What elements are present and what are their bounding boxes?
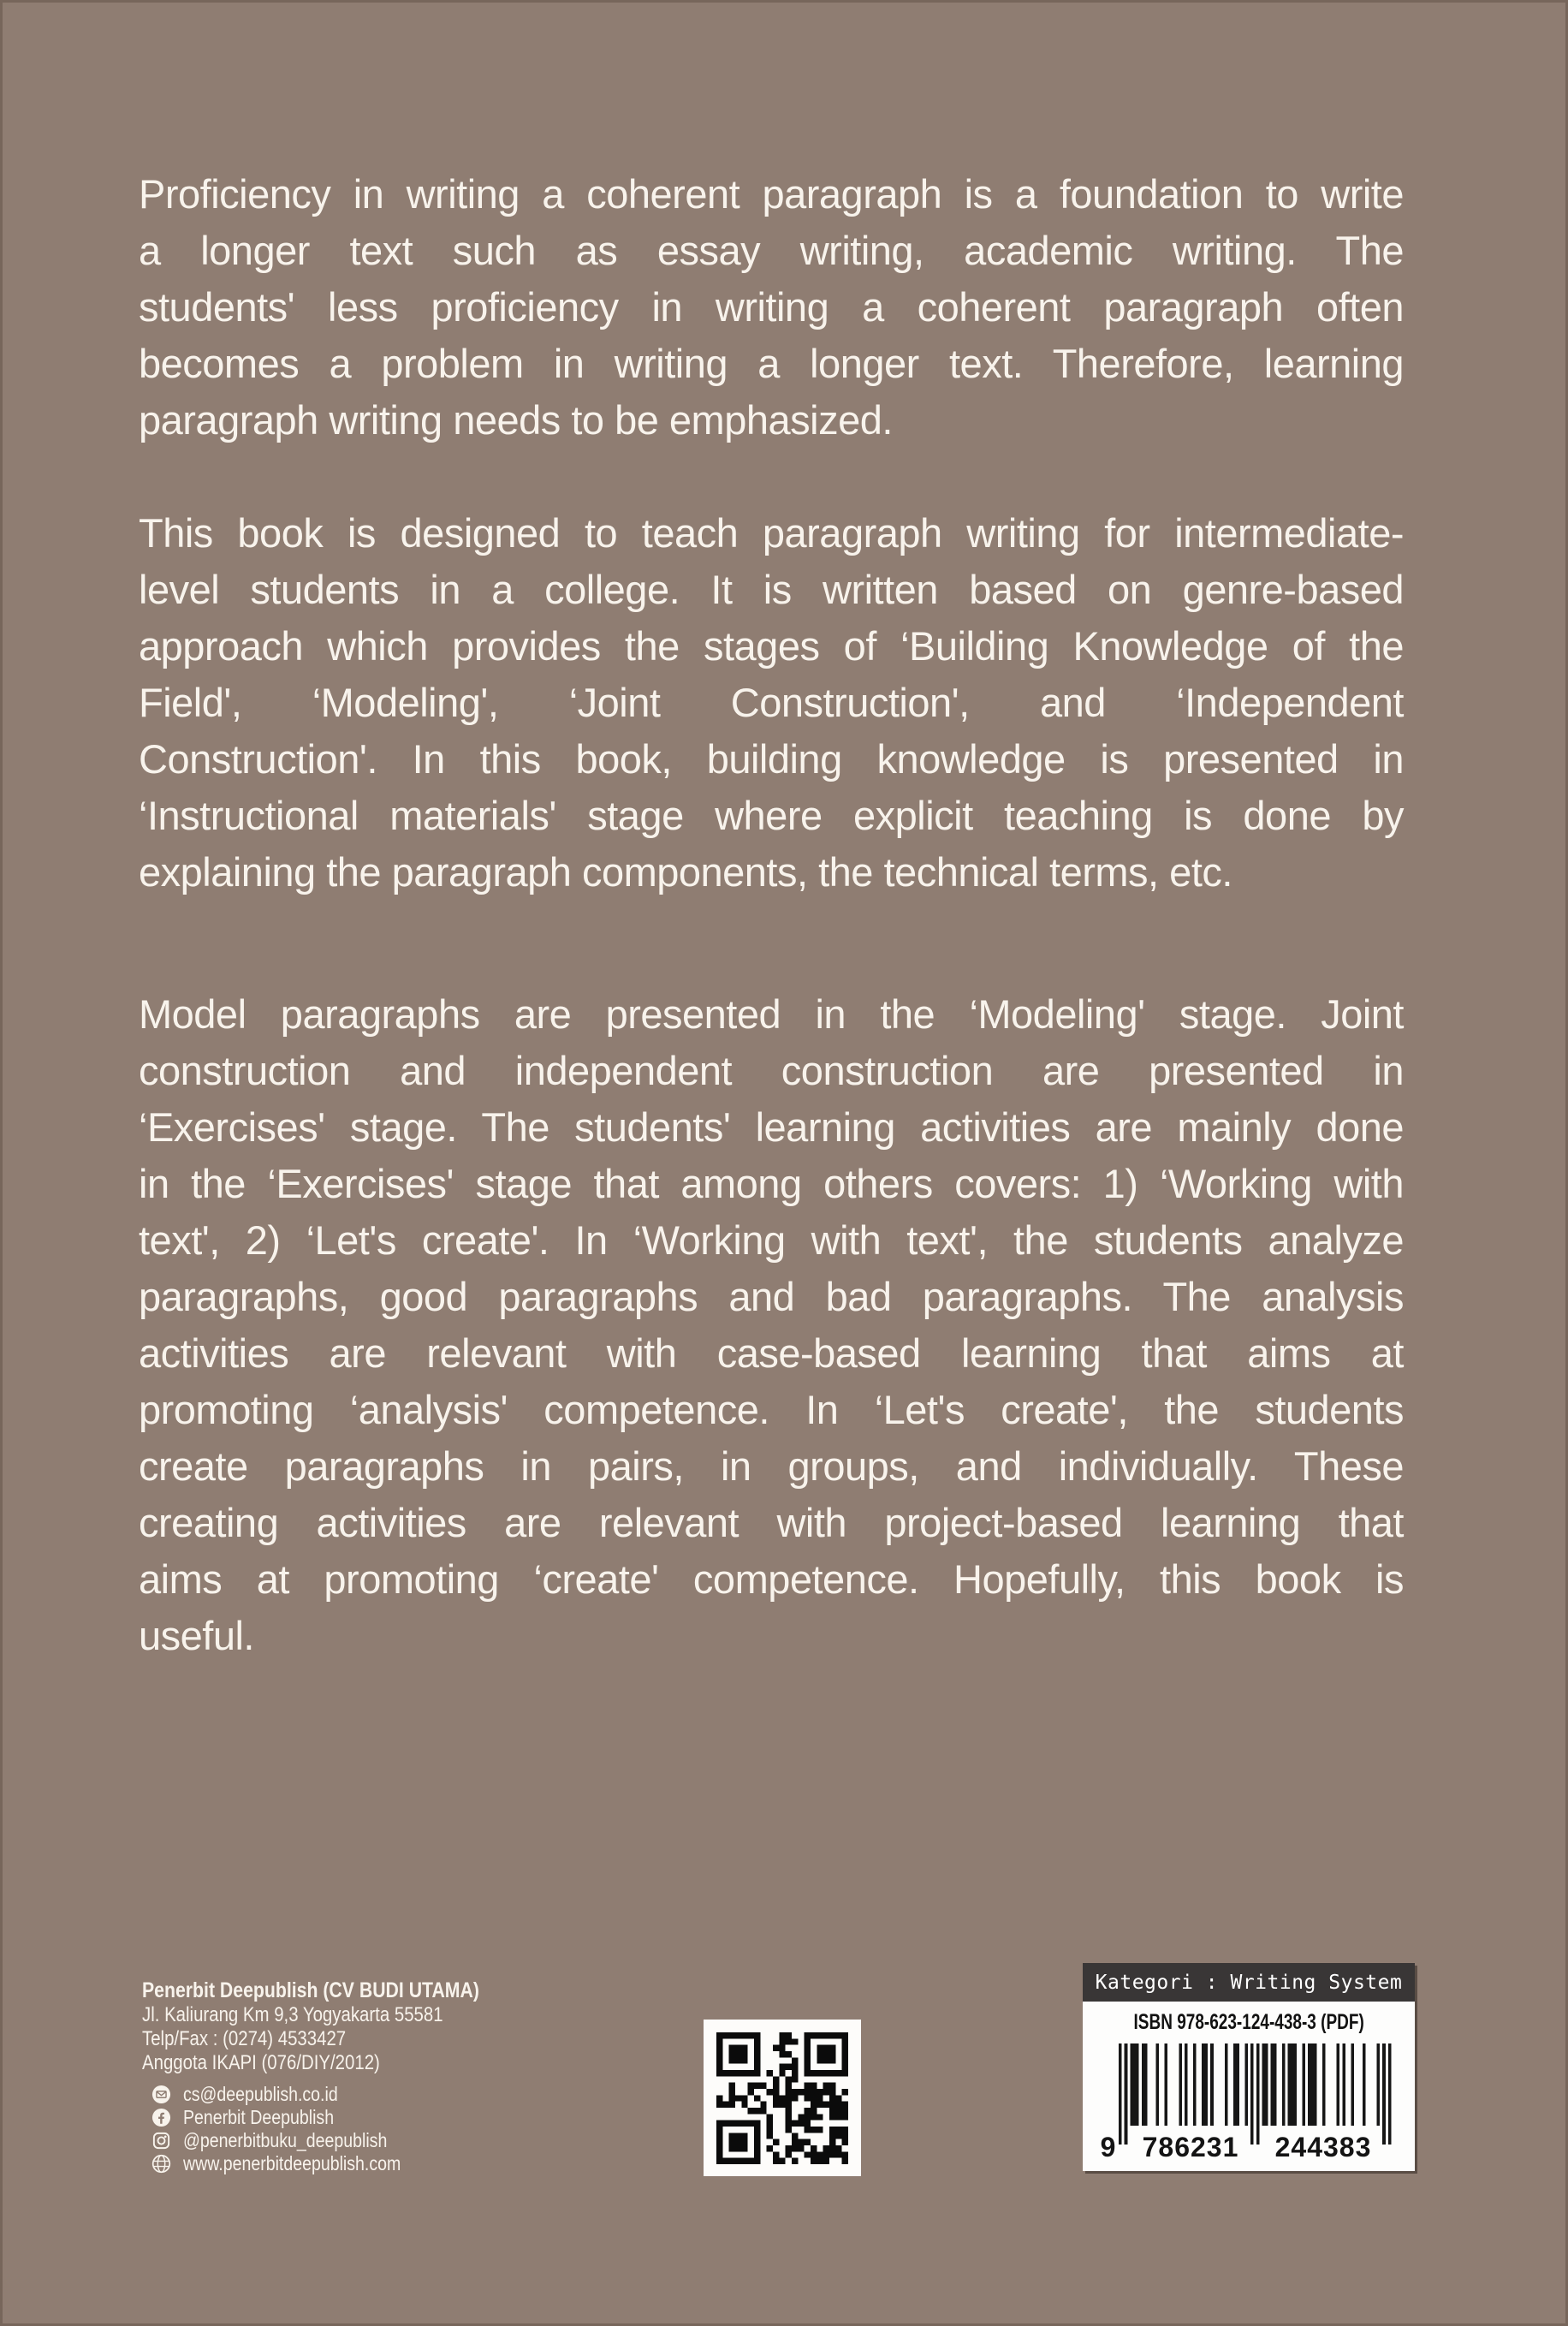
contact-label: www.penerbitdeepublish.com (183, 2152, 401, 2174)
barcode (1083, 2002, 1415, 2171)
instagram-icon (151, 2131, 171, 2151)
publisher-phone (142, 2027, 538, 2051)
publisher-name (142, 1978, 538, 2003)
text-line: Proficiency in writing a coherent paragraph is a foundation to write (139, 171, 1404, 217)
contact-label: Penerbit Deepublish (183, 2106, 335, 2128)
text-line: students' less proficiency in writing a coherent paragraph often (139, 284, 1404, 330)
publisher-name-text: Penerbit Deepublish (CV BUDI UTAMA) (142, 1978, 479, 2002)
isbn-number-text: ISBN 978-623-124-438-3 (PDF) (1133, 2010, 1364, 2034)
text-line: Construction'. In this book, building knowledge is presented in (139, 736, 1404, 782)
qr-code-modules (716, 2032, 848, 2164)
publisher-info (142, 1978, 538, 2175)
text-line: approach which provides the stages of ‘Building Knowledge of the (139, 623, 1404, 669)
text-line: Model paragraphs are presented in the ‘Modeling' stage. Joint (139, 991, 1404, 1037)
paragraph (139, 505, 1404, 901)
contact-facebook (142, 2106, 538, 2129)
text-line: ‘Exercises' stage. The students' learning activities are mainly done (139, 1104, 1404, 1150)
ean13-bars (1083, 2043, 1415, 2146)
contact-email (142, 2083, 538, 2106)
barcode-digits-right: 244383 (1274, 2132, 1372, 2162)
isbn-block (1083, 1963, 1415, 2171)
isbn-number (1083, 2010, 1415, 2034)
text-line: aims at promoting ‘create' competence. Hopefully, this book is (139, 1556, 1404, 1602)
barcode-digit-lead: 9 (1100, 2132, 1117, 2162)
text-line: creating activities are relevant with project-based learning that (139, 1500, 1404, 1545)
barcode-digits-left: 786231 (1142, 2132, 1239, 2162)
text-line: explaining the paragraph components, the technical terms, etc. (139, 849, 1232, 895)
category-bar: Kategori : Writing System (1083, 1963, 1415, 2002)
publisher-membership (142, 2051, 538, 2075)
contact-label: @penerbitbuku_deepublish (183, 2129, 388, 2151)
text-line: ‘Instructional materials' stage where explicit teaching is done by (139, 793, 1404, 838)
paragraph (139, 986, 1404, 1664)
facebook-icon (151, 2108, 171, 2127)
paragraph (139, 166, 1404, 449)
email-icon (151, 2085, 171, 2104)
text-line: text', 2) ‘Let's create'. In ‘Working with text', the students analyze (139, 1217, 1404, 1263)
text-line: construction and independent construction are presented in (139, 1048, 1404, 1093)
text-line: paragraph writing needs to be emphasized. (139, 397, 893, 443)
text-line: paragraphs, good paragraphs and bad paragraphs. The analysis (139, 1274, 1404, 1319)
text-line: in the ‘Exercises' stage that among others covers: 1) ‘Working with (139, 1161, 1404, 1206)
contact-website (142, 2152, 538, 2175)
publisher-phone-text: Telp/Fax : (0274) 4533427 (142, 2027, 347, 2050)
contact-label: cs@deepublish.co.id (183, 2083, 338, 2105)
publisher-address (142, 2003, 538, 2027)
contact-instagram (142, 2129, 538, 2152)
qr-code (704, 2020, 861, 2176)
text-line: This book is designed to teach paragraph writing for intermediate- (139, 510, 1404, 556)
text-line: activities are relevant with case-based learning that aims at (139, 1330, 1404, 1376)
publisher-address-text: Jl. Kaliurang Km 9,3 Yogyakarta 55581 (142, 2003, 443, 2026)
text-line: promoting ‘analysis' competence. In ‘Let's create', the students (139, 1387, 1404, 1432)
text-line: becomes a problem in writing a longer text. Therefore, learning (139, 341, 1404, 386)
contact-list (142, 2083, 538, 2175)
globe-icon (151, 2154, 171, 2174)
text-line: create paragraphs in pairs, in groups, and individually. These (139, 1443, 1404, 1489)
text-line: a longer text such as essay writing, academic writing. The (139, 228, 1404, 273)
text-line: level students in a college. It is written based on genre-based (139, 567, 1404, 612)
text-line: Field', ‘Modeling', ‘Joint Construction', and ‘Independent (139, 680, 1404, 725)
publisher-membership-text: Anggota IKAPI (076/DIY/2012) (142, 2051, 380, 2074)
text-line: useful. (139, 1613, 254, 1658)
synopsis (139, 166, 1404, 1721)
